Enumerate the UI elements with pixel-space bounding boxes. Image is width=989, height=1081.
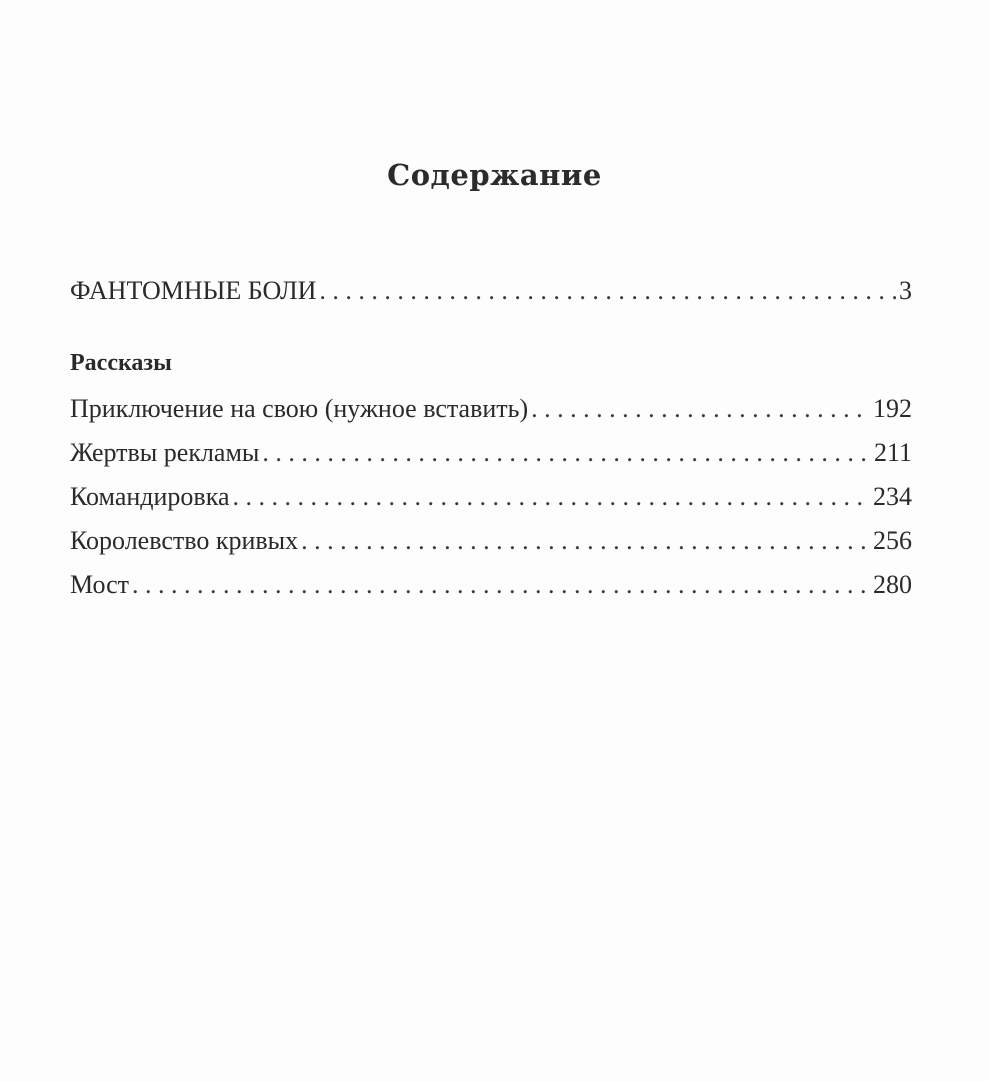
toc-entry-page: 3	[899, 276, 912, 305]
toc-entry-label: Приключение на свою (нужное вставить)	[70, 394, 529, 423]
dot-leader	[132, 570, 870, 600]
toc-entry-label: Мост	[70, 570, 130, 599]
toc-entry-page: 211	[873, 438, 912, 467]
toc-entry-label: ФАНТОМНЫЕ БОЛИ	[70, 276, 317, 305]
toc-entry	[70, 394, 912, 424]
toc-entry-label: Командировка	[70, 482, 230, 511]
toc-entry-page: 234	[873, 482, 912, 511]
toc-entry-page: 256	[873, 526, 912, 555]
toc-entry-page: 192	[873, 394, 912, 423]
dot-leader	[262, 438, 871, 468]
toc-entry	[70, 526, 912, 556]
dot-leader	[301, 526, 870, 556]
toc-entry	[70, 438, 912, 468]
dot-leader	[232, 482, 870, 512]
toc-entry-page: 280	[873, 570, 912, 599]
toc-entry	[70, 482, 912, 512]
dot-leader	[531, 394, 870, 424]
toc-entry-label: Королевство кривых	[70, 526, 299, 555]
dot-leader	[319, 276, 896, 306]
toc-entry-label: Жертвы рекламы	[70, 438, 260, 467]
page-title: Содержание	[387, 158, 602, 192]
section-heading: Рассказы	[70, 350, 172, 376]
toc-entry-main	[70, 276, 912, 306]
toc-entry	[70, 570, 912, 600]
